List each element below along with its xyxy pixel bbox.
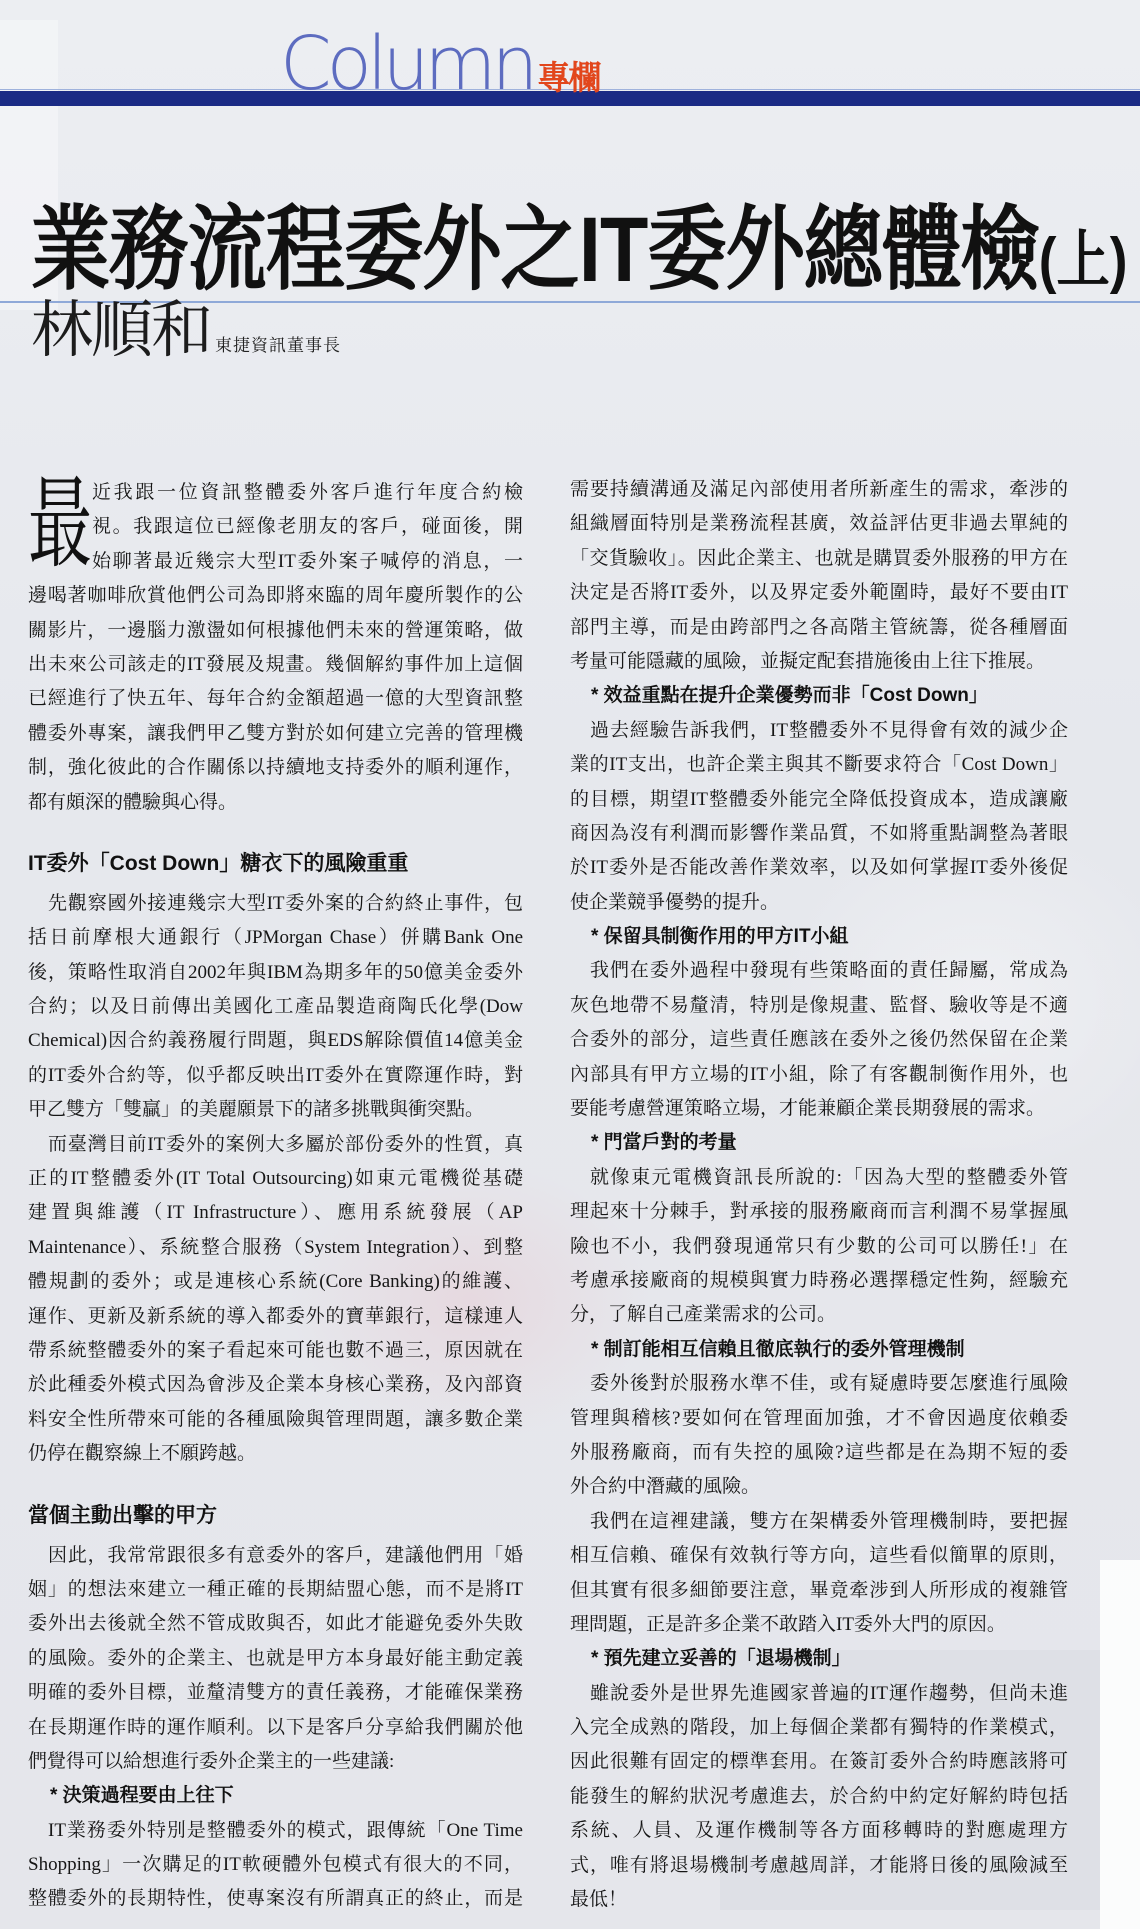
paragraph xyxy=(28,1814,523,1917)
text-line: 於此種委外模式因為會涉及企業本身核心業務，及內部資 xyxy=(28,1374,523,1396)
page-edge-white xyxy=(1100,1560,1140,1929)
text-line: 組織層面特別是業務流程甚廣，效益評估更非過去單純的 xyxy=(570,513,1068,535)
text-line: 建置與維護（IT Infrastructure）、應用系統發展（AP xyxy=(28,1202,523,1224)
text-line: 要能考慮營運策略立場，才能兼顧企業長期發展的需求。 xyxy=(570,1098,1046,1120)
section-label-zh: 專欄 xyxy=(537,59,600,96)
text-line: 的風險。委外的企業主、也就是甲方本身最好能主動定義 xyxy=(28,1647,523,1669)
text-line: 料安全性所帶來可能的各種風險與管理問題，讓多數企業 xyxy=(28,1408,523,1430)
text-line: Chemical)因合約義務履行問題，與EDS解除價值14億美金 xyxy=(28,1030,523,1052)
text-line: 都有頗深的體驗與心得。 xyxy=(28,791,238,813)
paragraph xyxy=(28,1539,523,1780)
text-line: 始聊著最近幾宗大型IT委外案子喊停的消息，一 xyxy=(92,550,523,572)
text-line: 視。我跟這位已經像老朋友的客戶，碰面後，開 xyxy=(92,516,523,538)
text-line: Shopping」一次購足的IT軟硬體外包模式有很大的不同， xyxy=(28,1854,523,1876)
text-line: 「交貨驗收」。因此企業主、也就是購買委外服務的甲方在 xyxy=(570,547,1068,569)
text-line: 商因為沒有利潤而影響作業品質，不如將重點調整為著眼 xyxy=(570,822,1068,844)
author-name: 林順和 xyxy=(31,296,212,365)
text-line: 明確的委外目標，並釐清雙方的責任義務，才能確保業務 xyxy=(28,1682,523,1704)
text-line: 整體委外的長期特性，使專案沒有所謂真正的終止，而是 xyxy=(28,1888,523,1910)
subheading: * 決策過程要由上往下 xyxy=(50,1785,234,1807)
text-line: 括日前摩根大通銀行（JPMorgan Chase）併購Bank One xyxy=(28,927,523,949)
paragraph xyxy=(570,1677,1068,1918)
author-title: 東捷資訊董事長 xyxy=(215,336,342,355)
paragraph xyxy=(570,1367,1068,1505)
text-line: 體委外專案，讓我們甲乙雙方對於如何建立完善的管理機 xyxy=(28,722,523,744)
article-title-part: (上) xyxy=(1038,226,1128,295)
section-label xyxy=(280,21,600,107)
text-line: 關影片，一邊腦力激盪如何根據他們未來的營運策略，做 xyxy=(28,619,523,641)
text-line: 我們在這裡建議，雙方在架構委外管理機制時，要把握 xyxy=(590,1510,1068,1532)
text-line: 內部具有甲方立場的IT小組，除了有客觀制衡作用外，也 xyxy=(570,1063,1068,1085)
paragraph xyxy=(570,714,1068,920)
text-line: 最低！ xyxy=(570,1889,628,1911)
text-line: 外服務廠商，而有失控的風險?這些都是在為期不短的委 xyxy=(570,1441,1068,1463)
subheading: * 效益重點在提升企業優勢而非「Cost Down」 xyxy=(591,685,988,707)
article-title-main: 業務流程委外之IT委外總體檢 xyxy=(31,199,1039,301)
text-line: 系統、人員、及運作機制等各方面移轉時的對應處理方 xyxy=(570,1820,1068,1842)
text-line: 相互信賴、確保有效執行等方向，這些看似簡單的原則， xyxy=(570,1545,1068,1567)
text-line: 的目標，期望IT整體委外能完全降低投資成本，造成讓廠 xyxy=(570,788,1068,810)
left-column xyxy=(28,468,523,1917)
text-line: 制，強化彼此的合作關係以持續地支持委外的順利運作， xyxy=(28,757,523,779)
text-line: 運作、更新及新系統的導入都委外的寶華銀行，這樣連人 xyxy=(28,1305,523,1327)
text-line: 考慮承接廠商的規模與實力時務必選擇穩定性夠，經驗充 xyxy=(570,1269,1068,1291)
text-line: 的IT委外合約等，似乎都反映出IT委外在實際運作時，對 xyxy=(28,1064,523,1086)
section-label-en: Column xyxy=(280,21,534,107)
text-line: 已經進行了快五年、每年合約金額超過一億的大型資訊整 xyxy=(28,688,523,710)
text-line: 過去經驗告訴我們，IT整體委外不見得會有效的減少企 xyxy=(590,719,1068,741)
subheading: * 門當戶對的考量 xyxy=(591,1132,737,1154)
paragraph xyxy=(570,954,1068,1126)
text-line: 因此很難有固定的標準套用。在簽訂委外合約時應該將可 xyxy=(570,1751,1068,1773)
text-line: 險也不小，我們發現通常只有少數的公司可以勝任!」在 xyxy=(570,1235,1068,1257)
text-line: 帶系統整體委外的案子看起來可能也數不過三，原因就在 xyxy=(28,1339,523,1361)
paragraph-continued xyxy=(570,473,1068,679)
section-heading: 當個主動出擊的甲方 xyxy=(28,1503,217,1527)
text-line: 管理與稽核?要如何在管理面加強，才不會因過度依賴委 xyxy=(570,1407,1068,1429)
text-line: 能發生的解約狀況考慮進去，於合約中約定好解約時包括 xyxy=(570,1785,1068,1807)
text-line: 分，了解自己產業需求的公司。 xyxy=(570,1304,837,1326)
text-line: 我們在委外過程中發現有些策略面的責任歸屬，常成為 xyxy=(590,960,1068,982)
text-line: IT業務委外特別是整體委外的模式，跟傳統「One Time xyxy=(48,1819,523,1841)
text-line: 在長期運作時的運作順利。以下是客戶分享給我們關於他 xyxy=(28,1716,523,1738)
text-line: 出未來公司該走的IT發展及規畫。幾個解約事件加上這個 xyxy=(28,653,523,675)
text-line: 先觀察國外接連幾宗大型IT委外案的合約終止事件，包 xyxy=(48,892,523,914)
paragraph xyxy=(570,1161,1068,1333)
text-line: 近我跟一位資訊整體委外客戶進行年度合約檢 xyxy=(92,482,523,503)
text-line: 入完全成熟的階段，加上每個企業都有獨特的作業模式， xyxy=(570,1717,1068,1739)
text-line: 雖說委外是世界先進國家普遍的IT運作趨勢，但尚未進 xyxy=(590,1682,1068,1704)
text-line: 委外出去後就全然不管成敗與否，如此才能避免委外失敗 xyxy=(28,1613,523,1635)
text-line: 因此，我常常跟很多有意委外的客戶，建議他們用「婚 xyxy=(48,1544,523,1566)
text-line: 正的IT整體委外(IT Total Outsourcing)如東元電機從基礎 xyxy=(28,1168,523,1190)
text-line: 外合約中潛藏的風險。 xyxy=(570,1476,761,1498)
text-line: 就像東元電機資訊長所說的:「因為大型的整體委外管 xyxy=(590,1166,1068,1188)
text-line: 姻」的想法來建立一種正確的長期結盟心態，而不是將IT xyxy=(28,1578,523,1600)
right-column xyxy=(570,473,1068,1917)
text-line: 仍停在觀察線上不願跨越。 xyxy=(28,1443,257,1465)
text-line: 而臺灣目前IT委外的案例大多屬於部份委外的性質，真 xyxy=(48,1133,523,1155)
paragraph-intro xyxy=(28,468,523,820)
subheading: * 制訂能相互信賴且徹底執行的委外管理機制 xyxy=(591,1338,965,1360)
drop-cap: 最 xyxy=(28,468,92,580)
text-line: Maintenance）、系統整合服務（System Integration）、到整 xyxy=(28,1236,523,1258)
text-line: 但其實有很多細節要注意，畢竟牽涉到人所形成的複雜管 xyxy=(570,1579,1068,1601)
text-line: 理問題，正是許多企業不敢踏入IT委外大門的原因。 xyxy=(570,1613,1006,1635)
text-line: 決定是否將IT委外，以及界定委外範圍時，最好不要由IT xyxy=(570,582,1068,604)
paragraph xyxy=(570,1505,1068,1643)
article-title xyxy=(31,200,1128,311)
text-line: 委外後對於服務水準不佳，或有疑慮時要怎麼進行風險 xyxy=(590,1373,1068,1395)
text-line: 後，策略性取消自2002年與IBM為期多年的50億美金委外 xyxy=(28,961,523,983)
subheading: * 預先建立妥善的「退場機制」 xyxy=(591,1648,851,1670)
text-line: 合委外的部分，這些責任應該在委外之後仍然保留在企業 xyxy=(570,1029,1068,1051)
text-line: 使企業競爭優勢的提升。 xyxy=(570,891,780,913)
text-line: 灰色地帶不易釐清，特別是像規畫、監督、驗收等是不適 xyxy=(570,994,1068,1016)
byline xyxy=(31,296,341,366)
paragraph xyxy=(28,1128,523,1472)
text-line: 合約；以及日前傳出美國化工產品製造商陶氏化學(Dow xyxy=(28,996,523,1018)
paragraph xyxy=(28,887,523,1128)
text-line: 部門主導，而是由跨部門之各高階主管統籌，從各種層面 xyxy=(570,616,1068,638)
text-line: 於IT委外是否能改善作業效率，以及如何掌握IT委外後促 xyxy=(570,857,1068,879)
text-line: 甲乙雙方「雙贏」的美麗願景下的諸多挑戰與衝突點。 xyxy=(28,1099,485,1121)
subheading: * 保留具制衡作用的甲方IT小組 xyxy=(591,926,849,948)
text-line: 們覺得可以給想進行委外企業主的一些建議: xyxy=(28,1750,395,1772)
text-line: 業的IT支出，也許企業主與其不斷要求符合「Cost Down」 xyxy=(570,754,1068,776)
text-line: 邊喝著咖啡欣賞他們公司為即將來臨的周年慶所製作的公 xyxy=(28,585,523,607)
text-line: 需要持續溝通及滿足內部使用者所新產生的需求，牽涉的 xyxy=(570,479,1068,500)
section-heading: IT委外「Cost Down」糖衣下的風險重重 xyxy=(28,851,409,875)
text-line: 體規劃的委外；或是連核心系統(Core Banking)的維護、 xyxy=(28,1271,523,1293)
text-line: 理起來十分棘手，對承接的服務廠商而言利潤不易掌握風 xyxy=(570,1201,1068,1223)
text-line: 考量可能隱藏的風險，並擬定配套措施後由上往下推展。 xyxy=(570,650,1046,672)
text-line: 式，唯有將退場機制考慮越周詳，才能將日後的風險減至 xyxy=(570,1854,1068,1876)
